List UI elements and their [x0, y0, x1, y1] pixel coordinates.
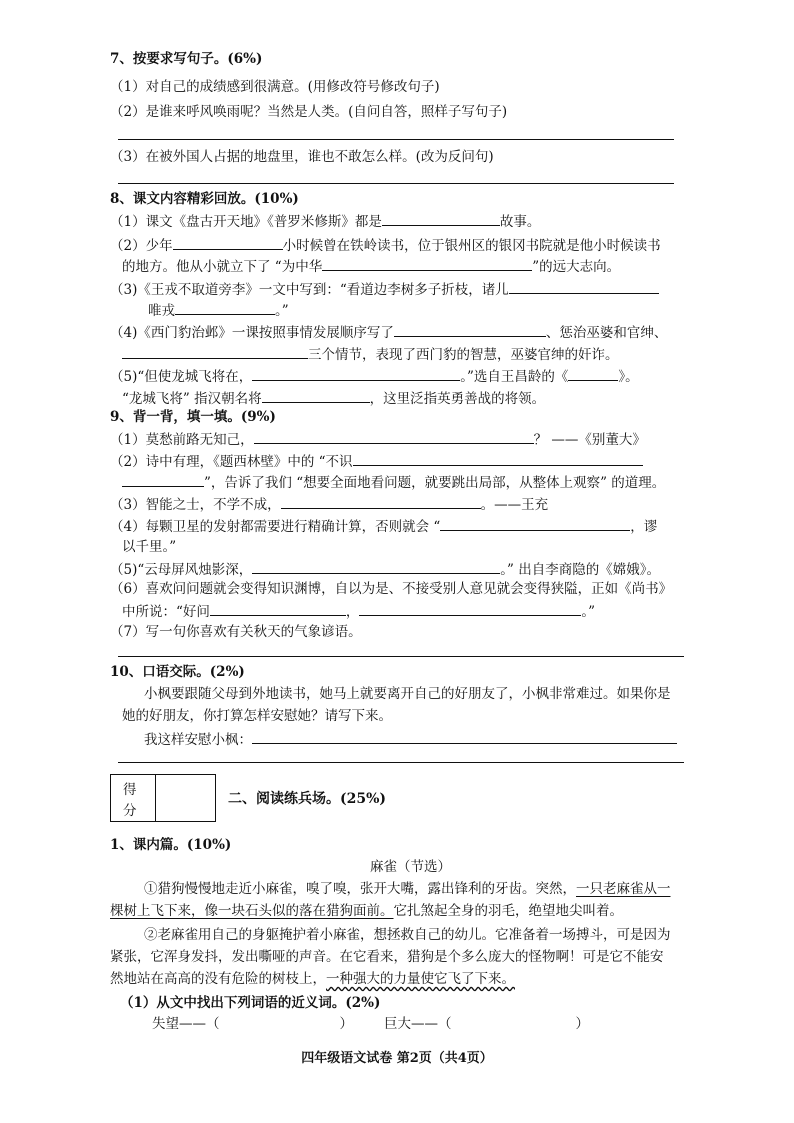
q7-item-2: （2）是谁来呼风唤雨呢？当然是人类。(自问自答，照样子写句子) [110, 104, 508, 120]
fill-blank[interactable] [173, 235, 283, 250]
q9-item-2-cont [122, 472, 665, 492]
answer-line[interactable] [118, 656, 684, 657]
section-2-title: 二、阅读练兵场。(25%) [228, 791, 387, 807]
synonym-word: 巨大——（ [384, 1016, 452, 1032]
q8-text: （3)《王戎不取道旁李》一文中写到：“看道边李树多子折枝，诸儿 [110, 282, 509, 298]
q10-title: 10、口语交际。(2%) [110, 664, 245, 680]
fill-blank[interactable] [252, 729, 677, 744]
fill-blank[interactable] [382, 211, 500, 226]
q8-item-2 [110, 235, 661, 255]
answer-line[interactable] [118, 183, 674, 184]
q9-text: ？ ——《别董大》 [533, 432, 646, 448]
q8-text: （5)“但使龙城飞将在， [110, 369, 253, 385]
q9-item-2 [110, 451, 643, 471]
q9-item-6-cont [122, 601, 595, 621]
q9-item-6: （6）喜欢问问题就会变得知识渊博，自以为是、不接受别人意见就会变得狭隘，正如《尚书》 [110, 581, 673, 597]
fill-blank[interactable] [122, 472, 204, 487]
q9-text: （3）智能之士，不学不成， [110, 497, 281, 513]
score-label-1: 得 [123, 782, 137, 798]
q8-title: 8、课文内容精彩回放。(10%) [110, 191, 299, 207]
fill-blank[interactable] [122, 344, 308, 359]
q8-text: 故事。 [499, 214, 541, 230]
q9-item-1 [110, 429, 646, 449]
passage-text-underlined: 棵树上飞下来，像一块石头似的落在猎狗面前。 [110, 903, 394, 919]
q9-text: 。——王充 [480, 497, 549, 513]
score-box [110, 774, 216, 822]
passage-text-wavy: 一种强大的力量使它飞了下来。 [326, 971, 515, 987]
fill-blank[interactable] [509, 279, 659, 294]
q8-item-1 [110, 211, 540, 231]
q9-item-7: （7）写一句你喜欢有关秋天的气象谚语。 [110, 624, 362, 640]
q7-title: 7、按要求写句子。(6%) [110, 51, 263, 67]
q9-text: 。” 出自李商隐的《嫦娥》。 [500, 562, 660, 578]
fill-blank[interactable] [281, 494, 481, 509]
q10-prompt-1: 小枫要跟随父母到外地读书，她马上就要离开自己的好朋友了，小枫非常难过。如果你是 [144, 686, 671, 702]
q9-item-4 [110, 516, 657, 536]
fill-blank[interactable] [359, 601, 581, 616]
fill-blank[interactable] [252, 559, 500, 574]
q8-item-5 [110, 366, 639, 386]
synonym-item-2 [384, 1015, 589, 1033]
q8-text: 。” [275, 303, 289, 319]
q8-text: “龙城飞将” 指汉朝名将 [122, 391, 262, 407]
page-footer: 四年级语文试卷 第2页（共4页） [301, 1051, 493, 1066]
q8-text: 三个情节，表现了西门豹的智慧，巫婆官绅的奸诈。 [308, 347, 619, 363]
score-label-2: 分 [123, 803, 137, 819]
q8-text: （4)《西门豹治邺》一课按照事情发展顺序写了 [110, 325, 394, 341]
fill-blank[interactable] [440, 516, 630, 531]
q9-text: （2）诗中有理，《题西林壁》中的 “不识 [110, 454, 353, 470]
reading-sub-question-1: （1）从文中找出下列词语的近义词。(2%) [120, 995, 381, 1011]
q9-text: 。” [581, 604, 596, 620]
q8-item-3 [110, 279, 659, 299]
fill-blank[interactable] [322, 256, 532, 271]
q7-item-3: （3）在被外国人占据的地盘里，谁也不敢怎么样。(改为反问句) [110, 149, 494, 165]
passage-line-5 [110, 970, 515, 988]
q8-text: 、惩治巫婆和官绅、 [545, 325, 668, 341]
passage-line-3: ②老麻雀用自己的身躯掩护着小麻雀，想拯救自己的幼儿。它准备着一场搏斗，可是因为 [144, 927, 671, 943]
q9-text: 中所说：“好问 [122, 604, 210, 620]
q9-text: ”，告诉了我们 “想要全面地看问题，就要跳出局部，从整体上观察” 的道理。 [204, 475, 666, 491]
fill-blank[interactable] [353, 451, 643, 466]
q8-text: 。”选自王昌龄的《 [460, 369, 569, 385]
q9-item-3 [110, 494, 548, 514]
bracket-close: ） [575, 1016, 589, 1032]
q9-text: ，谬 [630, 519, 658, 535]
q8-text: 》。 [618, 369, 639, 385]
passage-line-4: 紧张，它浑身发抖，发出嘶哑的声音。在它看来，猎狗是个多么庞大的怪物啊！可是它不能安 [110, 949, 664, 965]
q8-text: 的地方。他从小就立下了 “为中华 [122, 259, 323, 275]
passage-text: ①猎狗慢慢地走近小麻雀，嗅了嗅，张开大嘴，露出锋利的牙齿。突然， [144, 881, 576, 897]
q9-title: 9、背一背，填一填。(9%) [110, 409, 276, 425]
q9-text: （5)“云母屏风烛影深， [110, 562, 253, 578]
bracket-close: ） [339, 1016, 353, 1032]
q9-text: （1）莫愁前路无知己， [110, 432, 254, 448]
answer-line[interactable] [118, 139, 674, 140]
fill-blank[interactable] [210, 601, 346, 616]
fill-blank[interactable] [262, 388, 370, 403]
fill-blank[interactable] [252, 366, 460, 381]
q8-item-2-cont [122, 256, 620, 276]
q8-text: （2）少年 [110, 238, 173, 254]
q9-text: ， [345, 604, 360, 620]
q8-item-4-cont [122, 344, 619, 364]
q8-item-5-cont [122, 388, 545, 408]
fill-blank[interactable] [394, 322, 546, 337]
q8-text: ”的远大志向。 [532, 259, 621, 275]
q10-answer-label [144, 729, 677, 749]
synonym-word: 失望——（ [152, 1016, 220, 1032]
q10-text: 我这样安慰小枫： [144, 732, 252, 748]
q8-text: ，这里泛指英勇善战的将领。 [369, 391, 546, 407]
passage-text: 然地站在高高的没有危险的树枝上， [110, 971, 326, 987]
passage-text: 它扎煞起全身的羽毛，绝望地尖叫着。 [393, 903, 623, 919]
q8-text: 唯戎 [148, 303, 175, 319]
q8-item-3-cont [148, 300, 289, 320]
passage-title: 麻雀（节选） [370, 859, 451, 875]
q8-text: 小时候曾在铁岭读书，位于银州区的银冈书院就是他小时候读书 [282, 238, 661, 254]
synonym-item-1 [152, 1015, 353, 1033]
q9-item-5 [110, 559, 660, 579]
q8-item-4 [110, 322, 667, 342]
fill-blank[interactable] [254, 429, 534, 444]
passage-text-underlined: 一只老麻雀从一 [576, 881, 671, 897]
q8-text: （1）课文《盘古开天地》《普罗米修斯》都是 [110, 214, 382, 230]
passage-line-1 [144, 880, 671, 898]
answer-line[interactable] [118, 762, 684, 763]
fill-blank[interactable] [568, 366, 618, 381]
passage-line-2 [110, 902, 623, 920]
q9-item-4-cont: 以千里。” [122, 539, 177, 555]
score-label-cell [111, 775, 156, 821]
q9-text: （4）每颗卫星的发射都需要进行精确计算，否则就会 “ [110, 519, 441, 535]
q7-item-1: （1）对自己的成绩感到很满意。(用修改符号修改句子) [110, 79, 440, 95]
fill-blank[interactable] [175, 300, 275, 315]
q10-prompt-2: 她的好朋友，你打算怎样安慰她？请写下来。 [122, 708, 392, 724]
reading-q1-title: 1、课内篇。(10%) [110, 837, 232, 853]
